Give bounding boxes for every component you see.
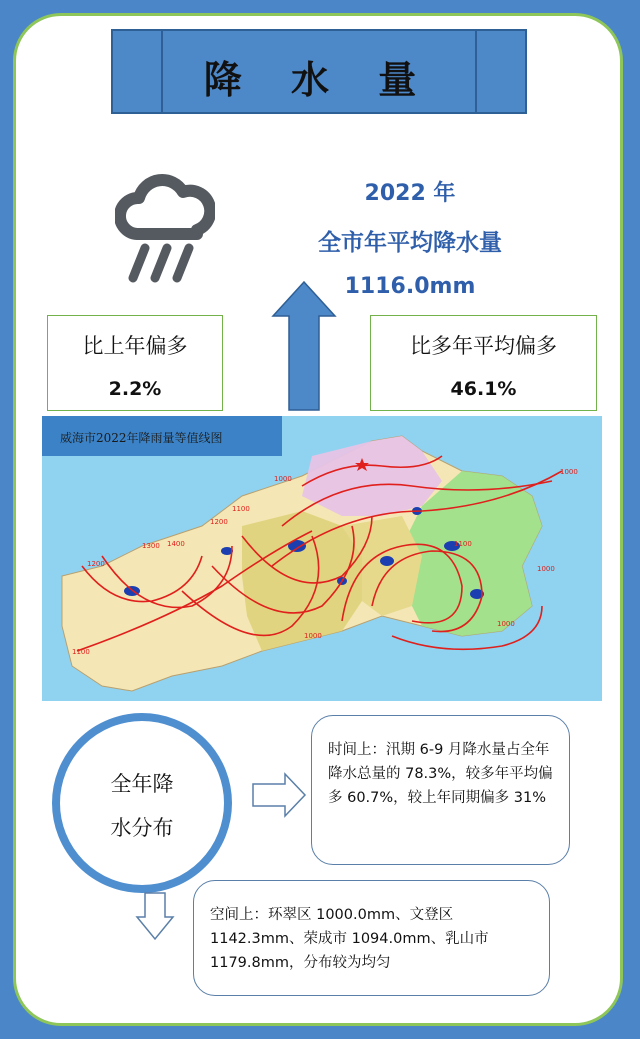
down-arrow-icon — [135, 891, 175, 941]
contour-label: 1100 — [72, 648, 90, 656]
stat-value: 2.2% — [108, 378, 162, 400]
time-distribution-note: 时间上：汛期 6-9 月降水量占全年降水总量的 78.3%，较多年平均偏多 60.7%，较上年同期偏多 31% — [311, 715, 570, 865]
stat-value: 46.1% — [450, 378, 517, 400]
up-arrow-icon — [271, 280, 337, 412]
stat-label: 比多年平均偏多 — [410, 334, 557, 358]
stat-vs-average — [370, 315, 597, 411]
contour-label: 1000 — [560, 468, 578, 476]
map-title: 威海市2022年降雨量等值线图 — [60, 431, 223, 445]
space-distribution-note: 空间上：环翠区 1000.0mm、文登区 1142.3mm、荣成市 1094.0mm、乳山市 1179.8mm，分布较为均匀 — [193, 880, 550, 996]
rain-cloud-icon — [115, 170, 215, 290]
circle-line-1: 全年降 — [110, 772, 174, 796]
contour-label: 1200 — [87, 560, 105, 568]
contour-label: 1000 — [304, 632, 322, 640]
contour-label: 1100 — [232, 505, 250, 513]
title-banner — [111, 29, 527, 114]
stat-vs-last-year — [47, 315, 223, 411]
page-title: 降 水 量 — [203, 58, 435, 102]
contour-label: 1000 — [497, 620, 515, 628]
headline-value: 1116.0mm — [344, 274, 476, 299]
headline-year: 2022 年 — [364, 181, 456, 206]
contour-label: 1300 — [142, 542, 160, 550]
rainfall-isohyet-map — [42, 416, 602, 701]
contour-label: 1000 — [537, 565, 555, 573]
contour-label: 1200 — [210, 518, 228, 526]
headline-label: 全市年平均降水量 — [318, 230, 502, 256]
right-arrow-icon — [251, 772, 307, 818]
contour-label: 1100 — [454, 540, 472, 548]
stat-label: 比上年偏多 — [82, 334, 188, 358]
distribution-circle — [52, 713, 232, 893]
contour-label: 1000 — [274, 475, 292, 483]
contour-label: 1400 — [167, 540, 185, 548]
circle-line-2: 水分布 — [110, 816, 174, 840]
